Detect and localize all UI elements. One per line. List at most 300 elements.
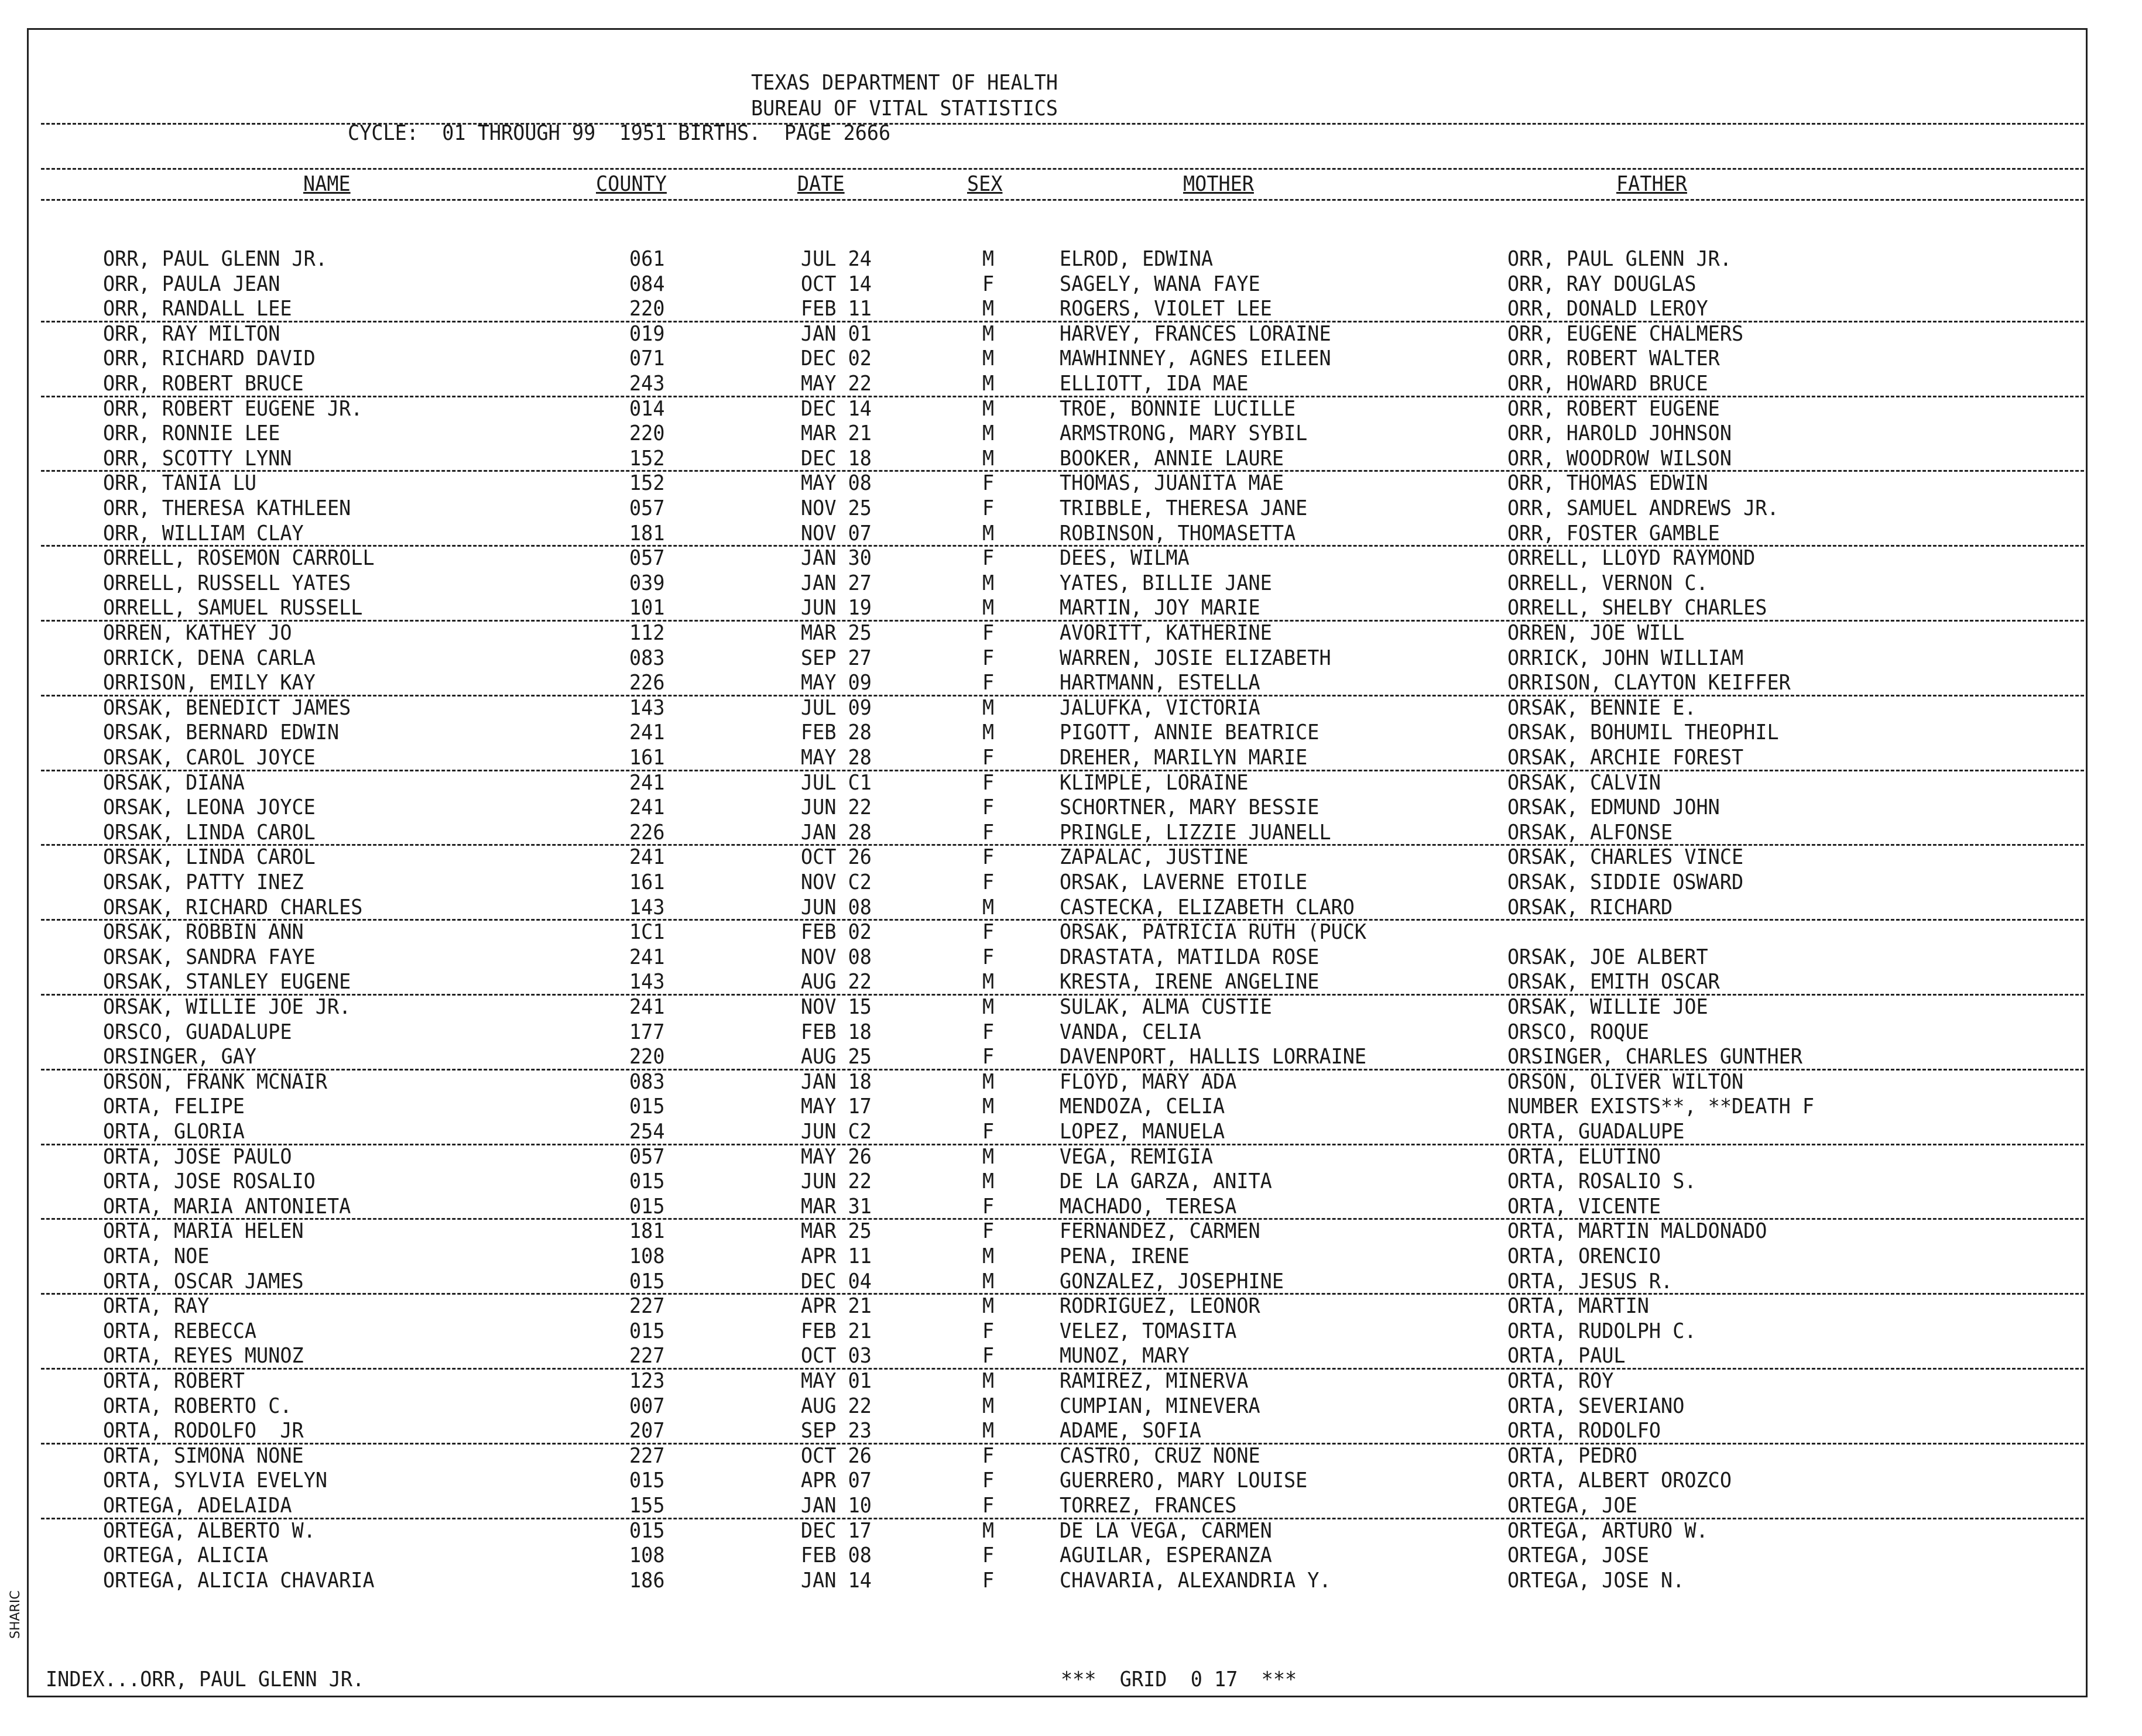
cell-father: ORSAK, ARCHIE FOREST — [1507, 746, 1744, 770]
table-row — [0, 1543, 2142, 1568]
cell-sex: F — [982, 1194, 995, 1219]
cell-father: ORR, DONALD LEROY — [1507, 297, 1708, 321]
cell-father: ORTA, JESUS R. — [1507, 1269, 1673, 1294]
cell-mother: ARMSTRONG, MARY SYBIL — [1060, 421, 1308, 446]
margin-label: SHARIC — [8, 1590, 23, 1639]
table-row — [0, 870, 2142, 895]
cell-date: JAN 27 — [801, 571, 872, 595]
cell-sex: M — [982, 721, 995, 745]
table-row — [0, 1444, 2142, 1469]
header-bureau: BUREAU OF VITAL STATISTICS — [751, 97, 1058, 121]
cell-county: 015 — [629, 1319, 665, 1343]
cell-sex: M — [982, 1369, 995, 1393]
table-row — [0, 771, 2142, 795]
cell-father: ORSAK, SIDDIE OSWARD — [1507, 870, 1744, 894]
cell-sex: F — [982, 770, 995, 795]
cell-date: JAN 28 — [801, 820, 872, 845]
cell-county: 207 — [629, 1419, 665, 1443]
cell-county: 161 — [629, 746, 665, 770]
cell-date: OCT 14 — [801, 272, 872, 296]
table-row — [0, 571, 2142, 596]
cell-father: ORTA, ORENCIO — [1507, 1244, 1661, 1268]
cell-father: ORR, RAY DOUGLAS — [1507, 272, 1697, 296]
cell-date: MAY 26 — [801, 1144, 872, 1169]
cell-county: 112 — [629, 621, 665, 645]
cell-mother: TRIBBLE, THERESA JANE — [1060, 496, 1308, 520]
cell-father: ORRELL, SHELBY CHARLES — [1507, 596, 1767, 620]
cell-sex: F — [982, 1020, 995, 1044]
cell-mother: CASTECKA, ELIZABETH CLARO — [1060, 895, 1355, 920]
table-row — [0, 970, 2142, 994]
cell-county: 101 — [629, 596, 665, 620]
cell-name: ORSAK, RICHARD CHARLES — [103, 895, 363, 920]
table-row — [0, 1369, 2142, 1394]
cell-name: ORTA, REYES MUNOZ — [103, 1344, 304, 1368]
cell-sex: M — [982, 346, 995, 371]
cell-county: 227 — [629, 1294, 665, 1319]
cell-county: 015 — [629, 1518, 665, 1543]
cell-county: 143 — [629, 970, 665, 994]
cell-name: ORR, PAUL GLENN JR. — [103, 247, 327, 271]
header-cycle: CYCLE: 01 THROUGH 99 1951 BIRTHS. PAGE 2666 — [348, 121, 891, 145]
cell-father: ORTA, ROSALIO S. — [1507, 1169, 1697, 1194]
column-header-mother: MOTHER — [1183, 172, 1254, 196]
cell-date: JUN 08 — [801, 895, 872, 920]
column-header-date: DATE — [797, 172, 845, 196]
cell-county: 181 — [629, 521, 665, 545]
cell-father: ORTA, SEVERIANO — [1507, 1394, 1685, 1418]
table-row — [0, 421, 2142, 446]
cell-father: ORSON, OLIVER WILTON — [1507, 1069, 1744, 1094]
cell-county: 220 — [629, 297, 665, 321]
cell-sex: F — [982, 1494, 995, 1518]
cell-date: AUG 22 — [801, 1394, 872, 1418]
cell-mother: TORREZ, FRANCES — [1060, 1494, 1237, 1518]
cell-father: ORR, FOSTER GAMBLE — [1507, 521, 1720, 545]
cell-date: JUL 09 — [801, 695, 872, 720]
cell-date: MAY 08 — [801, 471, 872, 496]
table-row — [0, 1219, 2142, 1244]
cell-county: 155 — [629, 1494, 665, 1518]
cell-name: ORTA, OSCAR JAMES — [103, 1269, 304, 1294]
cell-name: ORR, PAULA JEAN — [103, 272, 280, 296]
cell-date: FEB 28 — [801, 721, 872, 745]
table-row — [0, 1195, 2142, 1219]
footer-index: INDEX...ORR, PAUL GLENN JR. — [46, 1668, 365, 1692]
cell-mother: SULAK, ALMA CUSTIE — [1060, 995, 1272, 1019]
cell-father: ORSAK, EMITH OSCAR — [1507, 970, 1720, 994]
cell-sex: F — [982, 1443, 995, 1468]
row-rule — [41, 844, 2084, 846]
cell-county: 015 — [629, 1194, 665, 1219]
cell-mother: ELLIOTT, IDA MAE — [1060, 372, 1249, 396]
table-row — [0, 1569, 2142, 1593]
cell-sex: F — [982, 496, 995, 520]
cell-sex: M — [982, 1518, 995, 1543]
cell-sex: F — [982, 621, 995, 645]
cell-county: 152 — [629, 446, 665, 471]
cell-county: 039 — [629, 571, 665, 595]
cell-father: ORR, WOODROW WILSON — [1507, 446, 1732, 471]
cell-name: ORSAK, SANDRA FAYE — [103, 945, 316, 969]
cell-mother: PRINGLE, LIZZIE JUANELL — [1060, 820, 1331, 845]
cell-mother: DAVENPORT, HALLIS LORRAINE — [1060, 1045, 1367, 1069]
cell-county: 084 — [629, 272, 665, 296]
cell-county: 227 — [629, 1443, 665, 1468]
table-row — [0, 896, 2142, 920]
cell-father: ORR, ROBERT EUGENE — [1507, 396, 1720, 421]
table-row — [0, 995, 2142, 1020]
cell-name: ORR, RICHARD DAVID — [103, 346, 316, 371]
cell-name: ORSAK, LINDA CAROL — [103, 845, 316, 870]
cell-name: ORTA, NOE — [103, 1244, 210, 1268]
cell-date: DEC 17 — [801, 1518, 872, 1543]
cell-name: ORSAK, DIANA — [103, 770, 245, 795]
cell-father: ORSAK, EDMUND JOHN — [1507, 795, 1720, 820]
cell-sex: F — [982, 845, 995, 870]
cell-name: ORTA, RAY — [103, 1294, 210, 1319]
cell-county: 057 — [629, 496, 665, 520]
cell-mother: ORSAK, LAVERNE ETOILE — [1060, 870, 1308, 894]
cell-father: ORTA, RUDOLPH C. — [1507, 1319, 1697, 1343]
cell-sex: F — [982, 1469, 995, 1493]
cell-date: DEC 14 — [801, 396, 872, 421]
cell-name: ORTA, ROBERTO C. — [103, 1394, 292, 1418]
table-row — [0, 621, 2142, 646]
cell-father: ORRELL, VERNON C. — [1507, 571, 1708, 595]
table-row — [0, 1095, 2142, 1119]
cell-sex: M — [982, 1244, 995, 1268]
cell-name: ORSAK, LEONA JOYCE — [103, 795, 316, 820]
cell-date: JUN 22 — [801, 1169, 872, 1194]
cell-name: ORTA, ROBERT — [103, 1369, 245, 1393]
cell-date: MAY 17 — [801, 1095, 872, 1119]
row-rule — [41, 1443, 2084, 1445]
cell-father: ORRICK, JOHN WILLIAM — [1507, 646, 1744, 670]
header-rule — [41, 199, 2084, 201]
cell-date: FEB 18 — [801, 1020, 872, 1044]
table-row — [0, 522, 2142, 546]
cell-name: ORR, ROBERT EUGENE JR. — [103, 396, 363, 421]
cell-sex: M — [982, 1095, 995, 1119]
cell-date: MAR 25 — [801, 621, 872, 645]
table-row — [0, 1145, 2142, 1169]
cell-mother: KRESTA, IRENE ANGELINE — [1060, 970, 1320, 994]
footer-grid: *** GRID 0 17 *** — [1061, 1668, 1297, 1692]
table-row — [0, 346, 2142, 371]
table-row — [0, 1294, 2142, 1319]
cell-mother: ELROD, EDWINA — [1060, 247, 1214, 271]
header-department: TEXAS DEPARTMENT OF HEALTH — [751, 71, 1058, 95]
cell-sex: M — [982, 247, 995, 271]
cell-county: 220 — [629, 421, 665, 446]
cell-name: ORRISON, EMILY KAY — [103, 671, 316, 695]
cell-name: ORTA, JOSE PAULO — [103, 1144, 292, 1169]
cell-name: ORR, RONNIE LEE — [103, 421, 280, 446]
cell-county: 181 — [629, 1219, 665, 1244]
cell-father: ORSAK, BOHUMIL THEOPHIL — [1507, 721, 1779, 745]
cell-mother: FLOYD, MARY ADA — [1060, 1069, 1237, 1094]
table-row — [0, 1270, 2142, 1294]
cell-county: 241 — [629, 995, 665, 1019]
cell-sex: F — [982, 920, 995, 945]
cell-date: MAY 22 — [801, 372, 872, 396]
cell-mother: JALUFKA, VICTORIA — [1060, 695, 1260, 720]
cell-date: FEB 21 — [801, 1319, 872, 1343]
table-row — [0, 546, 2142, 571]
table-row — [0, 945, 2142, 970]
cell-father: ORSAK, JOE ALBERT — [1507, 945, 1708, 969]
cell-mother: YATES, BILLIE JANE — [1060, 571, 1272, 595]
cell-county: 057 — [629, 1144, 665, 1169]
table-row — [0, 1519, 2142, 1543]
cell-father: ORTEGA, JOE — [1507, 1494, 1637, 1518]
table-row — [0, 471, 2142, 496]
cell-mother: VANDA, CELIA — [1060, 1020, 1201, 1044]
cell-date: NOV 07 — [801, 521, 872, 545]
cell-date: AUG 22 — [801, 970, 872, 994]
row-rule — [41, 1069, 2084, 1071]
cell-mother: ROGERS, VIOLET LEE — [1060, 297, 1272, 321]
cell-mother: PENA, IRENE — [1060, 1244, 1190, 1268]
cell-sex: M — [982, 396, 995, 421]
row-rule — [41, 1368, 2084, 1370]
cell-mother: VELEZ, TOMASITA — [1060, 1319, 1237, 1343]
row-rule — [41, 620, 2084, 622]
row-rule — [41, 695, 2084, 697]
cell-mother: CASTRO, CRUZ NONE — [1060, 1443, 1260, 1468]
cell-sex: F — [982, 1319, 995, 1343]
cell-mother: SCHORTNER, MARY BESSIE — [1060, 795, 1320, 820]
cell-name: ORSAK, BENEDICT JAMES — [103, 695, 351, 720]
cell-mother: DE LA GARZA, ANITA — [1060, 1169, 1272, 1194]
cell-mother: MUNOZ, MARY — [1060, 1344, 1190, 1368]
cell-name: ORSAK, CAROL JOYCE — [103, 746, 316, 770]
cell-county: 241 — [629, 845, 665, 870]
table-row — [0, 795, 2142, 820]
cell-sex: F — [982, 471, 995, 496]
table-row — [0, 821, 2142, 845]
cell-date: MAR 21 — [801, 421, 872, 446]
table-row — [0, 322, 2142, 346]
cell-sex: F — [982, 746, 995, 770]
header-rule — [41, 168, 2084, 170]
table-row — [0, 1494, 2142, 1518]
table-row — [0, 1020, 2142, 1045]
table-row — [0, 845, 2142, 870]
cell-father: ORTA, VICENTE — [1507, 1194, 1661, 1219]
cell-county: 220 — [629, 1045, 665, 1069]
cell-county: 241 — [629, 945, 665, 969]
cell-date: OCT 03 — [801, 1344, 872, 1368]
cell-name: ORR, ROBERT BRUCE — [103, 372, 304, 396]
cell-mother: CUMPIAN, MINEVERA — [1060, 1394, 1260, 1418]
cell-name: ORRELL, SAMUEL RUSSELL — [103, 596, 363, 620]
table-row — [0, 297, 2142, 321]
cell-name: ORTEGA, ALICIA — [103, 1543, 269, 1568]
cell-date: JUN C2 — [801, 1120, 872, 1144]
cell-name: ORTA, GLORIA — [103, 1120, 245, 1144]
cell-county: 083 — [629, 646, 665, 670]
cell-father: ORSCO, ROQUE — [1507, 1020, 1649, 1044]
cell-name: ORR, TANIA LU — [103, 471, 257, 496]
row-rule — [41, 770, 2084, 771]
cell-mother: AVORITT, KATHERINE — [1060, 621, 1272, 645]
row-rule — [41, 1518, 2084, 1519]
cell-mother: THOMAS, JUANITA MAE — [1060, 471, 1284, 496]
row-rule — [41, 545, 2084, 547]
row-rule — [41, 1218, 2084, 1220]
cell-mother: MARTIN, JOY MARIE — [1060, 596, 1260, 620]
cell-name: ORSCO, GUADALUPE — [103, 1020, 292, 1044]
cell-name: ORTEGA, ALICIA CHAVARIA — [103, 1568, 375, 1593]
row-rule — [41, 919, 2084, 921]
cell-mother: LOPEZ, MANUELA — [1060, 1120, 1225, 1144]
cell-sex: M — [982, 421, 995, 446]
cell-date: FEB 02 — [801, 920, 872, 945]
cell-date: JUL 24 — [801, 247, 872, 271]
cell-date: JAN 18 — [801, 1069, 872, 1094]
cell-father: ORRISON, CLAYTON KEIFFER — [1507, 671, 1791, 695]
cell-father: ORR, PAUL GLENN JR. — [1507, 247, 1732, 271]
table-row — [0, 247, 2142, 272]
table-row — [0, 397, 2142, 421]
cell-mother: WARREN, JOSIE ELIZABETH — [1060, 646, 1331, 670]
cell-father: NUMBER EXISTS**, **DEATH F — [1507, 1095, 1815, 1119]
cell-sex: F — [982, 945, 995, 969]
cell-county: 143 — [629, 695, 665, 720]
cell-father: ORR, THOMAS EDWIN — [1507, 471, 1708, 496]
cell-name: ORSAK, STANLEY EUGENE — [103, 970, 351, 994]
cell-county: 227 — [629, 1344, 665, 1368]
cell-father: ORTA, PEDRO — [1507, 1443, 1637, 1468]
table-row — [0, 1344, 2142, 1368]
cell-date: SEP 23 — [801, 1419, 872, 1443]
cell-father: ORSAK, ALFONSE — [1507, 820, 1673, 845]
cell-county: 243 — [629, 372, 665, 396]
cell-date: JAN 10 — [801, 1494, 872, 1518]
cell-father: ORTEGA, ARTURO W. — [1507, 1518, 1708, 1543]
table-row — [0, 496, 2142, 521]
cell-sex: F — [982, 1219, 995, 1244]
cell-mother: ZAPALAC, JUSTINE — [1060, 845, 1249, 870]
row-rule — [41, 1293, 2084, 1295]
cell-name: ORTA, SYLVIA EVELYN — [103, 1469, 327, 1493]
cell-sex: M — [982, 1169, 995, 1194]
cell-sex: M — [982, 372, 995, 396]
cell-mother: RAMIREZ, MINERVA — [1060, 1369, 1249, 1393]
cell-date: JUL C1 — [801, 770, 872, 795]
cell-mother: DREHER, MARILYN MARIE — [1060, 746, 1308, 770]
cell-father: ORSINGER, CHARLES GUNTHER — [1507, 1045, 1802, 1069]
cell-county: 254 — [629, 1120, 665, 1144]
table-row — [0, 646, 2142, 671]
cell-county: 007 — [629, 1394, 665, 1418]
cell-county: 083 — [629, 1069, 665, 1094]
cell-sex: M — [982, 1419, 995, 1443]
cell-name: ORTA, MARIA ANTONIETA — [103, 1194, 351, 1219]
cell-father: ORSAK, WILLIE JOE — [1507, 995, 1708, 1019]
cell-date: APR 07 — [801, 1469, 872, 1493]
cell-mother: DEES, WILMA — [1060, 546, 1190, 571]
cell-county: 143 — [629, 895, 665, 920]
cell-date: DEC 18 — [801, 446, 872, 471]
cell-father: ORR, EUGENE CHALMERS — [1507, 321, 1744, 346]
cell-mother: DRASTATA, MATILDA ROSE — [1060, 945, 1320, 969]
column-header-county: COUNTY — [596, 172, 667, 196]
cell-sex: M — [982, 1069, 995, 1094]
cell-name: ORRICK, DENA CARLA — [103, 646, 316, 670]
cell-date: MAY 01 — [801, 1369, 872, 1393]
cell-sex: M — [982, 321, 995, 346]
cell-father: ORTEGA, JOSE N. — [1507, 1568, 1685, 1593]
cell-sex: M — [982, 571, 995, 595]
cell-sex: F — [982, 1344, 995, 1368]
table-row — [0, 721, 2142, 745]
cell-father: ORTA, ELUTINO — [1507, 1144, 1661, 1169]
column-header-sex: SEX — [967, 172, 1003, 196]
cell-sex: M — [982, 995, 995, 1019]
cell-sex: F — [982, 546, 995, 571]
cell-father: ORR, SAMUEL ANDREWS JR. — [1507, 496, 1779, 520]
row-rule — [41, 470, 2084, 472]
cell-mother: GONZALEZ, JOSEPHINE — [1060, 1269, 1284, 1294]
cell-date: JAN 01 — [801, 321, 872, 346]
cell-date: JUN 22 — [801, 795, 872, 820]
cell-name: ORTA, JOSE ROSALIO — [103, 1169, 316, 1194]
cell-sex: F — [982, 870, 995, 894]
cell-county: 241 — [629, 795, 665, 820]
cell-date: DEC 02 — [801, 346, 872, 371]
cell-mother: AGUILAR, ESPERANZA — [1060, 1543, 1272, 1568]
cell-mother: HARVEY, FRANCES LORAINE — [1060, 321, 1331, 346]
cell-father: ORTA, MARTIN MALDONADO — [1507, 1219, 1767, 1244]
cell-date: NOV 08 — [801, 945, 872, 969]
cell-father: ORTA, ROY — [1507, 1369, 1614, 1393]
cell-father: ORR, HOWARD BRUCE — [1507, 372, 1708, 396]
cell-sex: M — [982, 521, 995, 545]
cell-county: 226 — [629, 671, 665, 695]
cell-name: ORSAK, PATTY INEZ — [103, 870, 304, 894]
cell-name: ORSON, FRANK MCNAIR — [103, 1069, 327, 1094]
table-row — [0, 1419, 2142, 1443]
cell-sex: M — [982, 596, 995, 620]
cell-name: ORTA, REBECCA — [103, 1319, 257, 1343]
cell-sex: M — [982, 1394, 995, 1418]
cell-sex: F — [982, 820, 995, 845]
cell-county: 015 — [629, 1469, 665, 1493]
cell-mother: ORSAK, PATRICIA RUTH (PUCK — [1060, 920, 1367, 945]
column-header-name: NAME — [303, 172, 351, 196]
cell-name: ORSINGER, GAY — [103, 1045, 257, 1069]
cell-name: ORTA, RODOLFO JR — [103, 1419, 304, 1443]
cell-father: ORR, ROBERT WALTER — [1507, 346, 1720, 371]
cell-name: ORREN, KATHEY JO — [103, 621, 292, 645]
cell-county: 057 — [629, 546, 665, 571]
cell-county: 226 — [629, 820, 665, 845]
cell-county: 177 — [629, 1020, 665, 1044]
cell-date: JAN 14 — [801, 1568, 872, 1593]
cell-county: 019 — [629, 321, 665, 346]
cell-mother: ROBINSON, THOMASETTA — [1060, 521, 1296, 545]
table-row — [0, 272, 2142, 297]
row-rule — [41, 1144, 2084, 1145]
table-row — [0, 696, 2142, 721]
cell-sex: M — [982, 446, 995, 471]
cell-sex: M — [982, 297, 995, 321]
cell-mother: GUERRERO, MARY LOUISE — [1060, 1469, 1308, 1493]
cell-sex: M — [982, 695, 995, 720]
